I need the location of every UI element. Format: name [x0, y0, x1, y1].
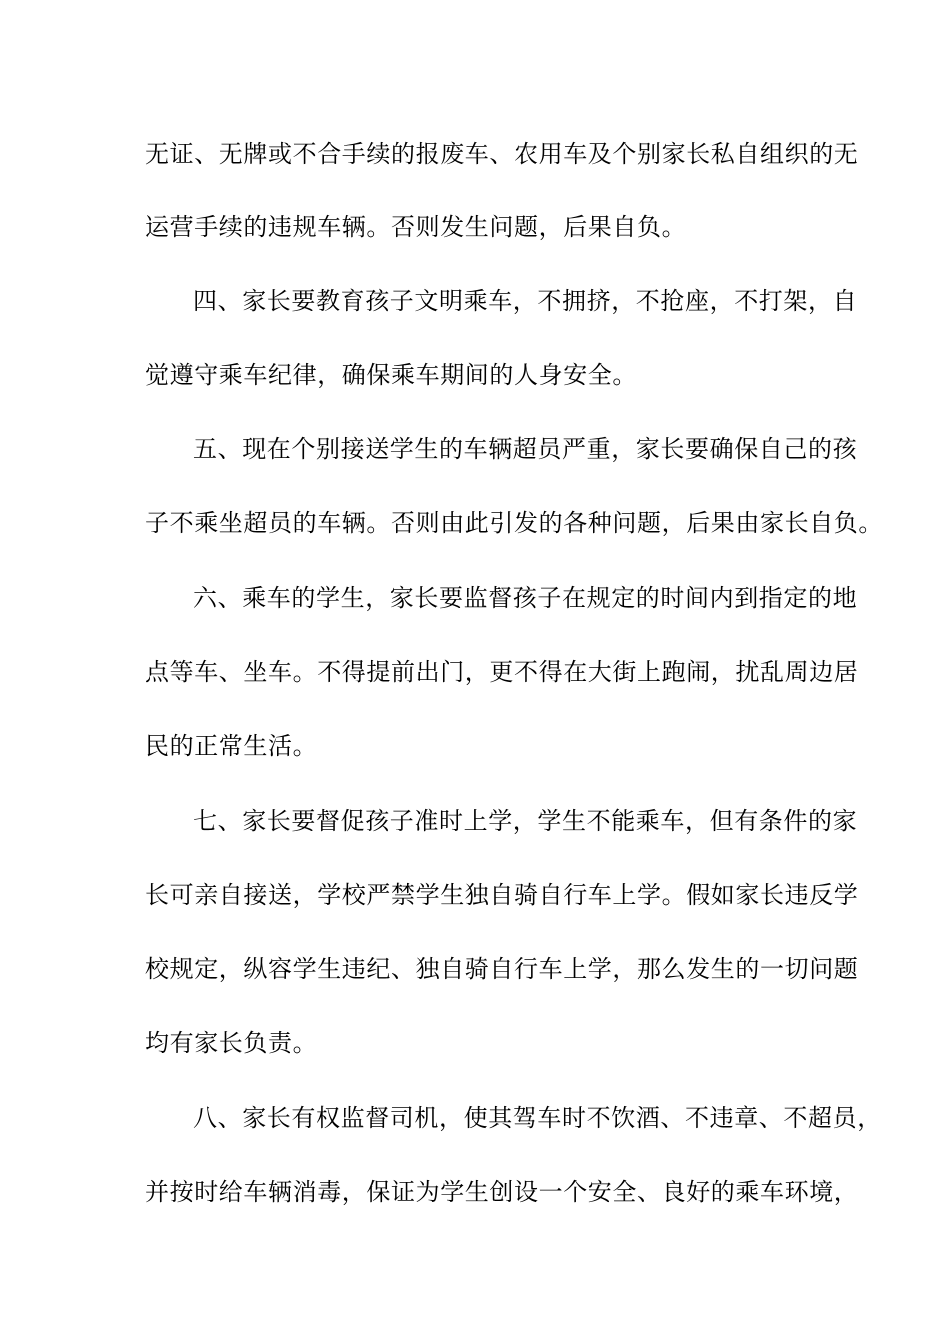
text-line: 校规定，纵容学生违纪、独自骑自行车上学，那么发生的一切问题 — [145, 955, 859, 983]
text-line: 无证、无牌或不合手续的报废车、农用车及个别家长私自组织的无 — [145, 140, 859, 168]
text-line: 觉遵守乘车纪律，确保乘车期间的人身安全。 — [145, 361, 637, 389]
paragraph-five-line: 五、现在个别接送学生的车辆超员严重，家长要确保自己的孩 — [193, 435, 858, 463]
paragraph-seven-line: 七、家长要督促孩子准时上学，学生不能乘车，但有条件的家 — [193, 807, 858, 835]
paragraph-eight-line: 八、家长有权监督司机，使其驾车时不饮酒、不违章、不超员， — [193, 1104, 882, 1132]
paragraph-six-line: 六、乘车的学生，家长要监督孩子在规定的时间内到指定的地 — [193, 584, 858, 612]
text-line: 民的正常生活。 — [145, 732, 318, 760]
text-line: 子不乘坐超员的车辆。否则由此引发的各种问题，后果由家长自负。 — [145, 509, 883, 537]
text-line: 长可亲自接送，学校严禁学生独自骑自行车上学。假如家长违反学 — [145, 881, 859, 909]
paragraph-four-line: 四、家长要教育孩子文明乘车，不拥挤，不抢座，不打架，自 — [193, 287, 858, 315]
text-line: 均有家长负责。 — [145, 1029, 318, 1057]
text-line: 点等车、坐车。不得提前出门，更不得在大街上跑闹，扰乱周边居 — [145, 658, 859, 686]
text-line: 并按时给车辆消毒，保证为学生创设一个安全、良好的乘车环境， — [145, 1178, 859, 1206]
text-line: 运营手续的违规车辆。否则发生问题，后果自负。 — [145, 213, 687, 241]
